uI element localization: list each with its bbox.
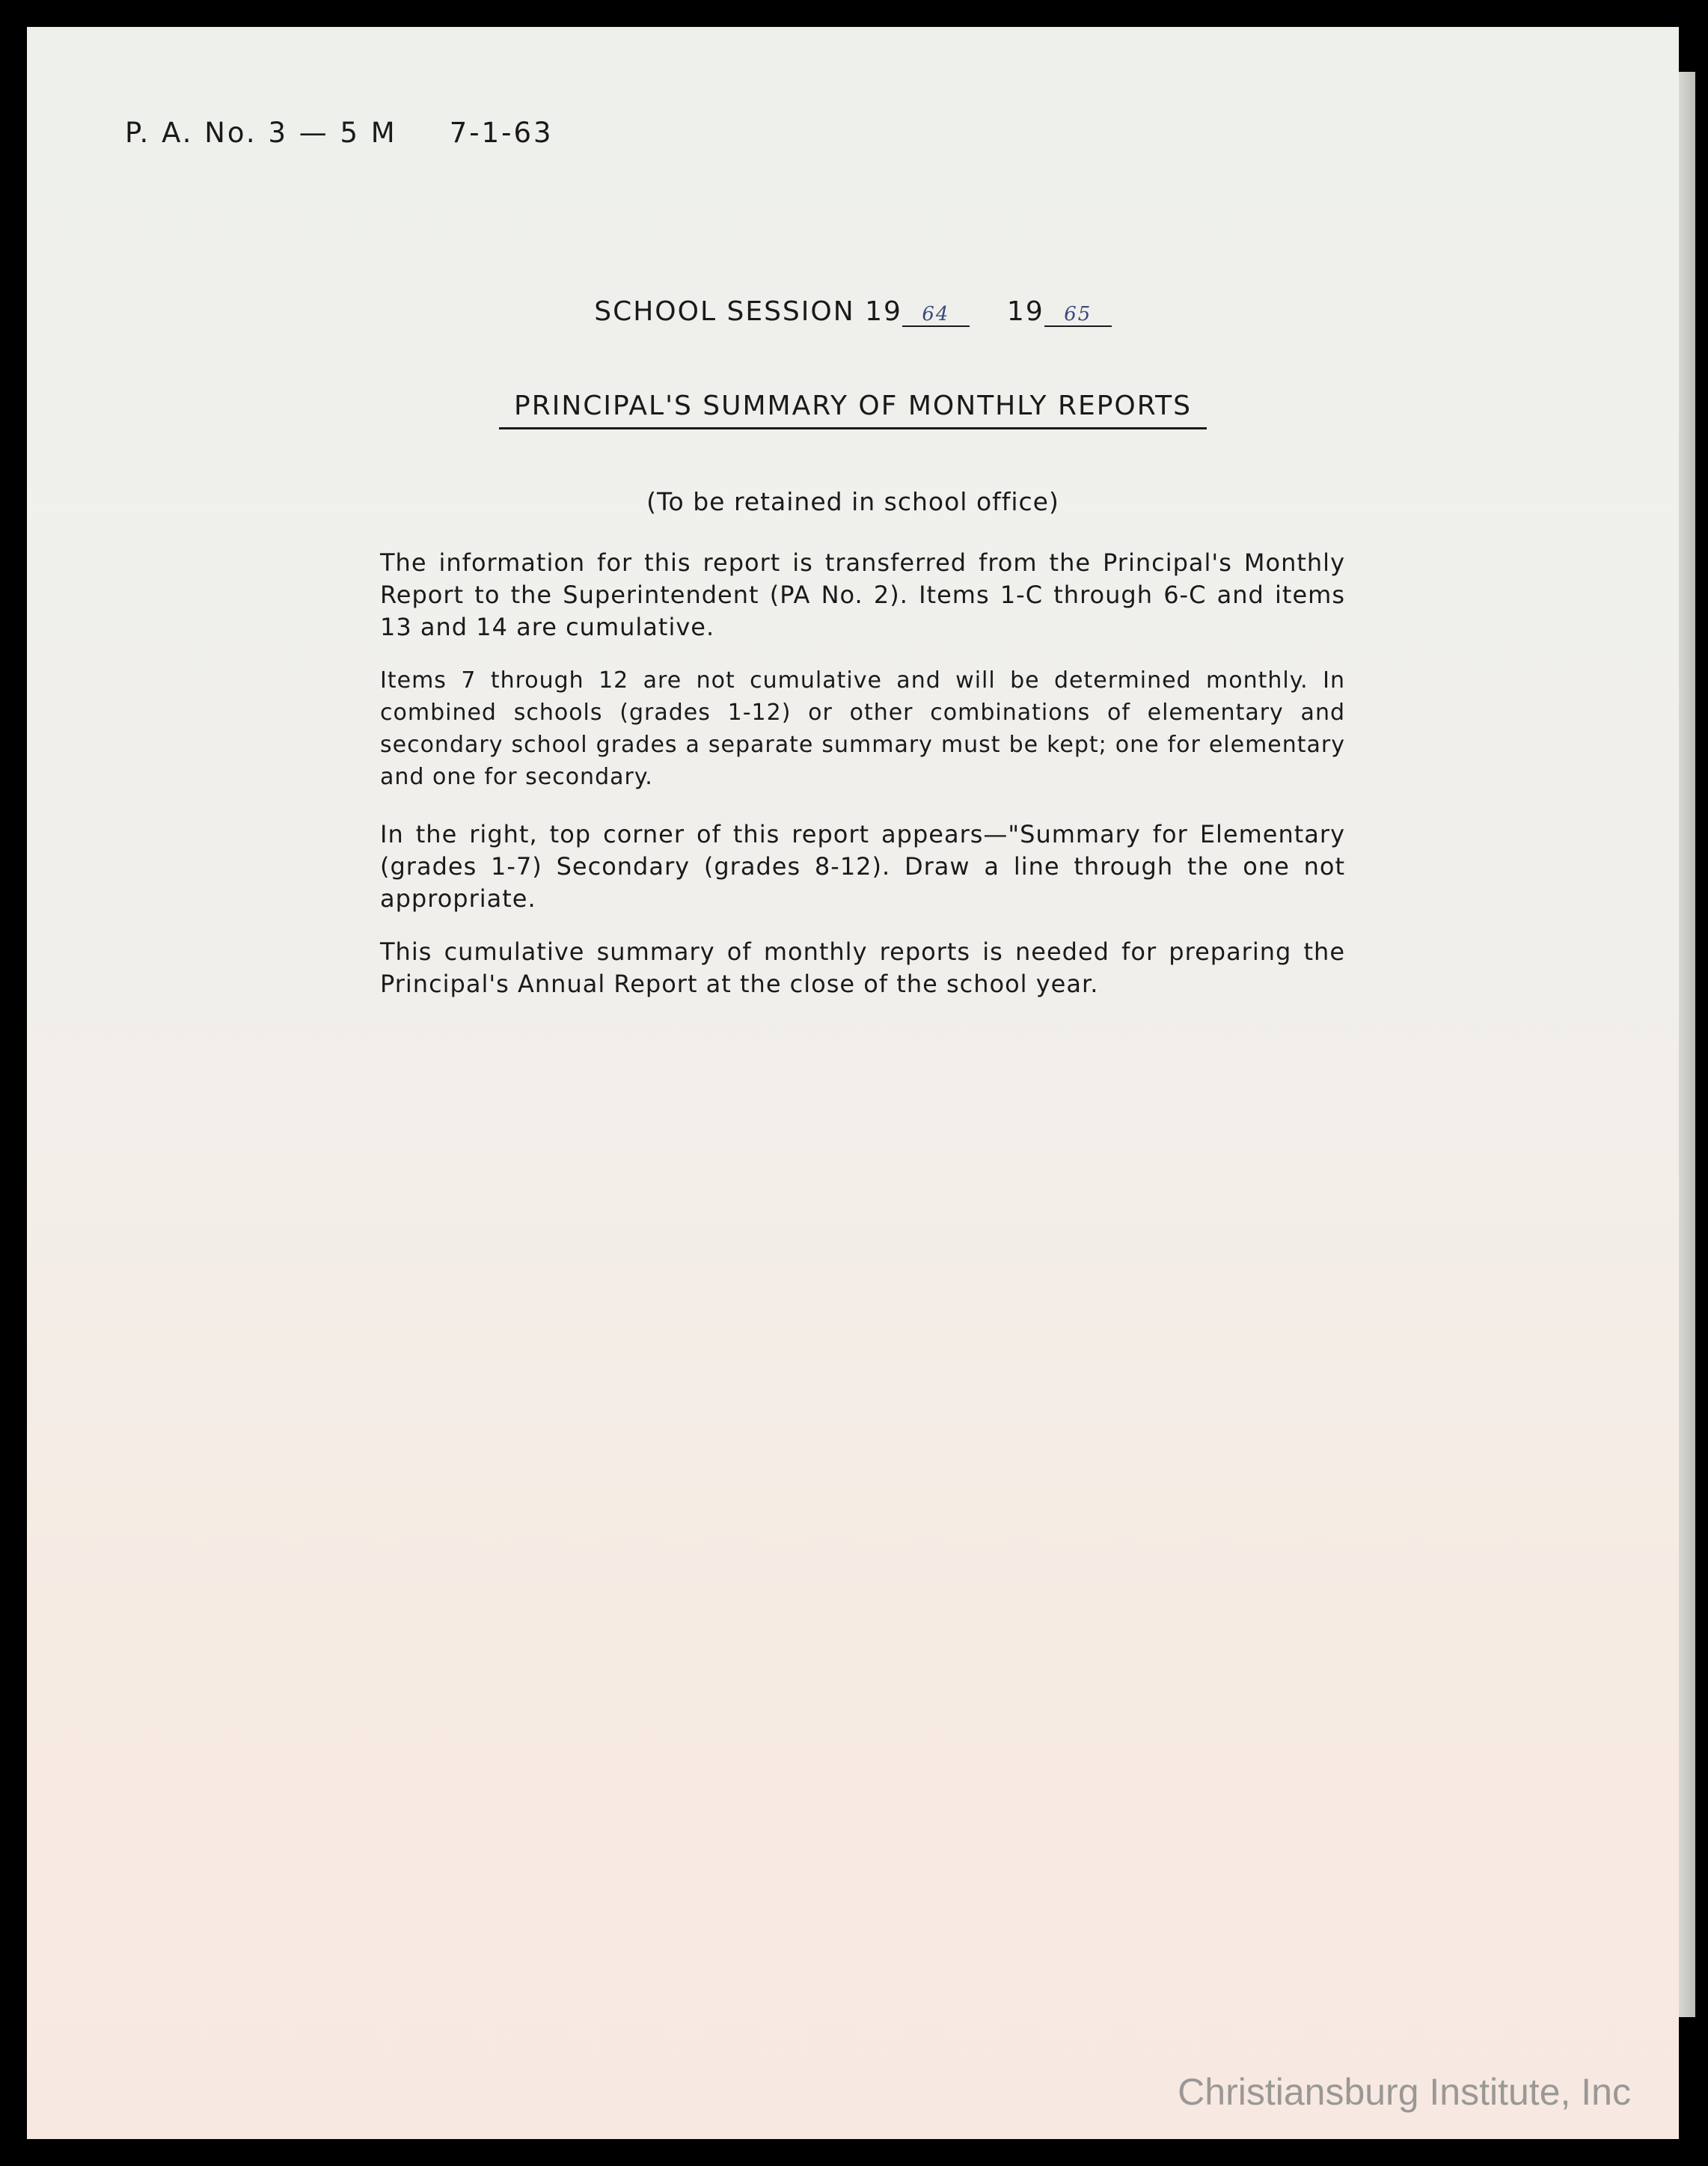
form-number-line	[125, 117, 554, 149]
session-year-end: 65	[1044, 303, 1112, 327]
page-edge-shadow	[1679, 72, 1695, 2017]
paragraph-4: This cumulative summary of monthly reports is needed for preparing the Principal's Annual Report at the close of the school year.	[380, 937, 1345, 998]
session-label: SCHOOL SESSION 19	[594, 296, 902, 327]
instructions-body	[380, 547, 1345, 1021]
paragraph-1: The information for this report is transferred from the Principal's Monthly Report to the Superintendent (PA No. 2). Items 1-C through 6-C and items 13 and 14 are cumulative.	[380, 548, 1345, 641]
session-year-start: 64	[902, 303, 970, 327]
document-page	[27, 27, 1679, 2139]
session-second-prefix: 19	[1006, 296, 1044, 327]
page-subtitle: (To be retained in school office)	[646, 487, 1059, 516]
paragraph-3: In the right, top corner of this report appears—"Summary for Elementary (grades 1-7) Secondary (grades 8-12). Draw a line through the one not appropriate.	[380, 820, 1345, 913]
page-title: PRINCIPAL'S SUMMARY OF MONTHLY REPORTS	[499, 391, 1207, 429]
paragraph-2: Items 7 through 12 are not cumulative and will be determined monthly. In combined schools (grades 1-12) or other combinations of elementary and secondary school grades a separate summary must be kept; one for elementary and one for secondary.	[380, 667, 1345, 790]
title-block	[27, 391, 1679, 429]
watermark: Christiansburg Institute, Inc	[1178, 2071, 1631, 2113]
school-session-line	[27, 296, 1679, 327]
form-number: P. A. No. 3 — 5 M	[125, 117, 397, 149]
form-date: 7-1-63	[449, 117, 554, 149]
